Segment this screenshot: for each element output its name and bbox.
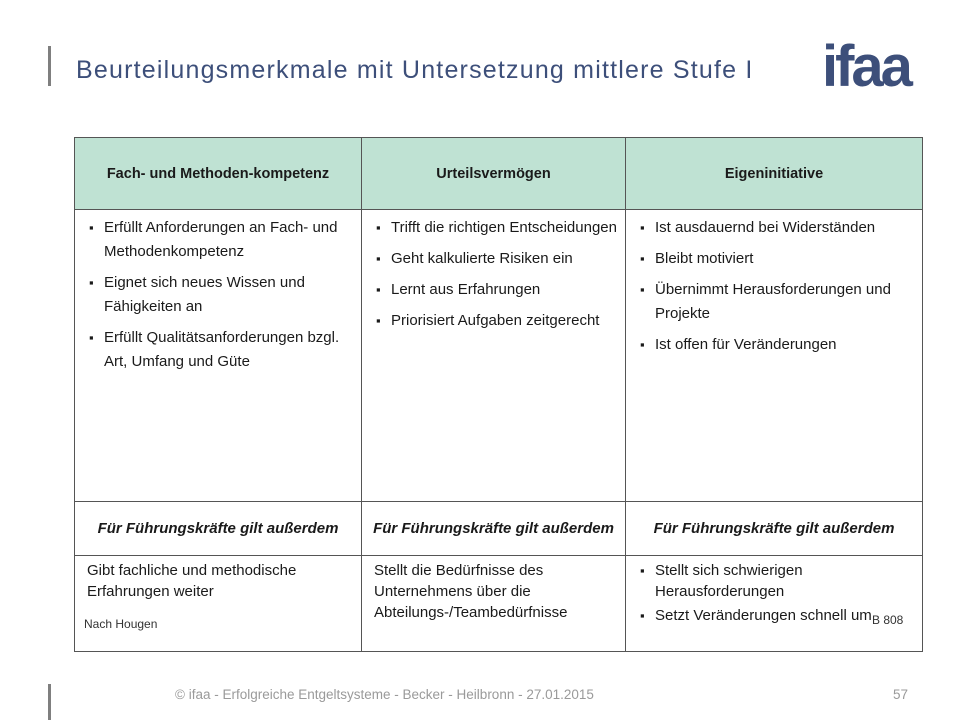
leader-row bbox=[75, 556, 923, 652]
list-item: ▪ Erfüllt Qualitätsanforderungen bzgl. Art, Umfang und Güte bbox=[87, 326, 353, 374]
list-item: ▪ Ist offen für Veränderungen bbox=[638, 333, 914, 357]
slide-title: Beurteilungsmerkmale mit Untersetzung mittlere Stufe I bbox=[76, 56, 754, 84]
header-fach-methodenkompetenz: Fach- und Methoden-kompetenz bbox=[75, 138, 362, 210]
criteria-cell-fach bbox=[75, 210, 362, 502]
criteria-row bbox=[75, 210, 923, 502]
leader-cell-urteil: Stellt die Bedürfnisse des Unternehmens über die Abteilungs-/Teambedürfnisse bbox=[362, 556, 626, 652]
list-item: ▪ Eignet sich neues Wissen und Fähigkeiten an bbox=[87, 271, 353, 319]
source-note: Nach Hougen bbox=[84, 617, 158, 631]
list-item: ▪ Ist ausdauernd bei Widerständen bbox=[638, 216, 914, 240]
accent-bar-top bbox=[48, 46, 51, 86]
header-urteilsvermoegen: Urteilsvermögen bbox=[362, 138, 626, 210]
page-number: 57 bbox=[893, 687, 909, 702]
leader-cell-initiative bbox=[626, 556, 923, 652]
list-item: ▪ Bleibt motiviert bbox=[638, 247, 914, 271]
criteria-cell-urteil bbox=[362, 210, 626, 502]
logo-text: ifaa bbox=[822, 38, 910, 92]
header-eigeninitiative: Eigeninitiative bbox=[626, 138, 923, 210]
leader-subheader: Für Führungskräfte gilt außerdem bbox=[75, 502, 362, 556]
leader-subheader: Für Führungskräfte gilt außerdem bbox=[362, 502, 626, 556]
footer-text: © ifaa - Erfolgreiche Entgeltsysteme - Becker - Heilbronn - 27.01.2015 bbox=[175, 687, 594, 702]
accent-bar-bottom bbox=[48, 684, 51, 720]
leader-cell-fach: Gibt fachliche und methodische Erfahrungen weiter bbox=[75, 556, 362, 652]
leader-subheader-row bbox=[75, 502, 923, 556]
list-item: ▪ Geht kalkulierte Risiken ein bbox=[374, 247, 617, 271]
list-item: ▪ Priorisiert Aufgaben zeitgerecht bbox=[374, 309, 617, 333]
list-item: ▪ Lernt aus Erfahrungen bbox=[374, 278, 617, 302]
header-row bbox=[75, 138, 923, 210]
leader-subheader: Für Führungskräfte gilt außerdem bbox=[626, 502, 923, 556]
list-item: ▪ Übernimmt Herausforderungen und Projekte bbox=[638, 278, 914, 326]
list-item: ▪ Stellt sich schwierigen Herausforderungen bbox=[638, 560, 914, 602]
reference-code: B 808 bbox=[872, 613, 904, 627]
criteria-cell-initiative bbox=[626, 210, 923, 502]
ifaa-logo bbox=[822, 38, 926, 92]
list-item: ▪ Erfüllt Anforderungen an Fach- und Methodenkompetenz bbox=[87, 216, 353, 264]
criteria-table bbox=[74, 137, 923, 652]
list-item: ▪ Trifft die richtigen Entscheidungen bbox=[374, 216, 617, 240]
list-item: ▪ Setzt Veränderungen schnell um bbox=[638, 605, 914, 626]
